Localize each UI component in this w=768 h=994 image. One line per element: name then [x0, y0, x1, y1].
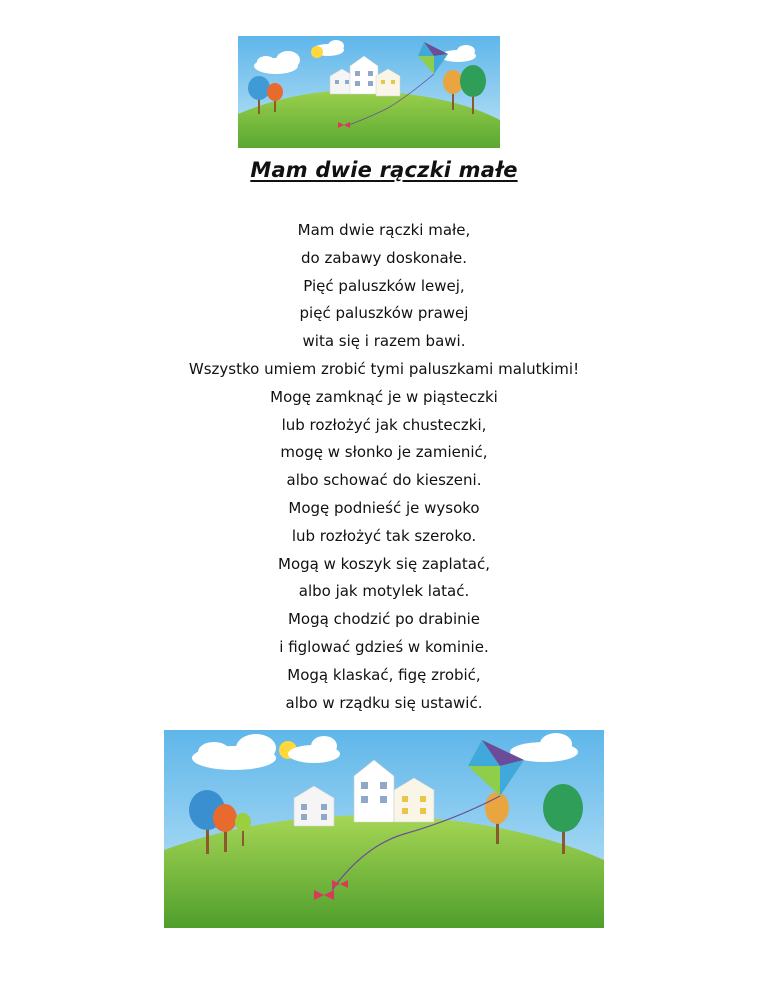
poem-line: i figlować gdzieś w kominie. [279, 637, 489, 656]
sun-icon [311, 46, 323, 58]
landscape-scene [164, 730, 604, 928]
bottom-illustration [164, 730, 604, 928]
poem-line: albo w rządku się ustawić. [285, 693, 483, 712]
poem-line: Mogą chodzić po drabinie [287, 610, 481, 629]
landscape-scene [238, 36, 500, 148]
poem-line: lub rozłożyć jak chusteczki, [281, 415, 487, 434]
poem-line: albo schować do kieszeni. [286, 471, 482, 490]
poem-line: Mogę zamknąć je w piąsteczki [270, 387, 498, 406]
poem-line: Mam dwie rączki małe, [297, 221, 471, 239]
poem-line: albo jak motylek latać. [298, 582, 470, 601]
poem-line: mogę w słonko je zamienić, [280, 443, 488, 462]
poem-line: Mogą w koszyk się zaplatać, [278, 554, 490, 573]
poem-line: wita się i razem bawi. [302, 332, 466, 351]
poem-body [0, 217, 768, 717]
top-illustration [238, 36, 500, 148]
poem-line: Mogą klaskać, figę zrobić, [287, 665, 481, 684]
poem-line: Pięć paluszków lewej, [303, 276, 465, 295]
poem-line: lub rozłożyć tak szeroko. [291, 526, 477, 545]
poem-line: do zabawy doskonałe. [301, 248, 467, 267]
poem-line: Mogę podnieść je wysoko [288, 498, 480, 517]
poem-line: Wszystko umiem zrobić tymi paluszkami malutkimi! [188, 359, 580, 378]
poem-title: Mam dwie rączki małe [250, 158, 518, 182]
poem-line: pięć paluszków prawej [299, 304, 469, 323]
